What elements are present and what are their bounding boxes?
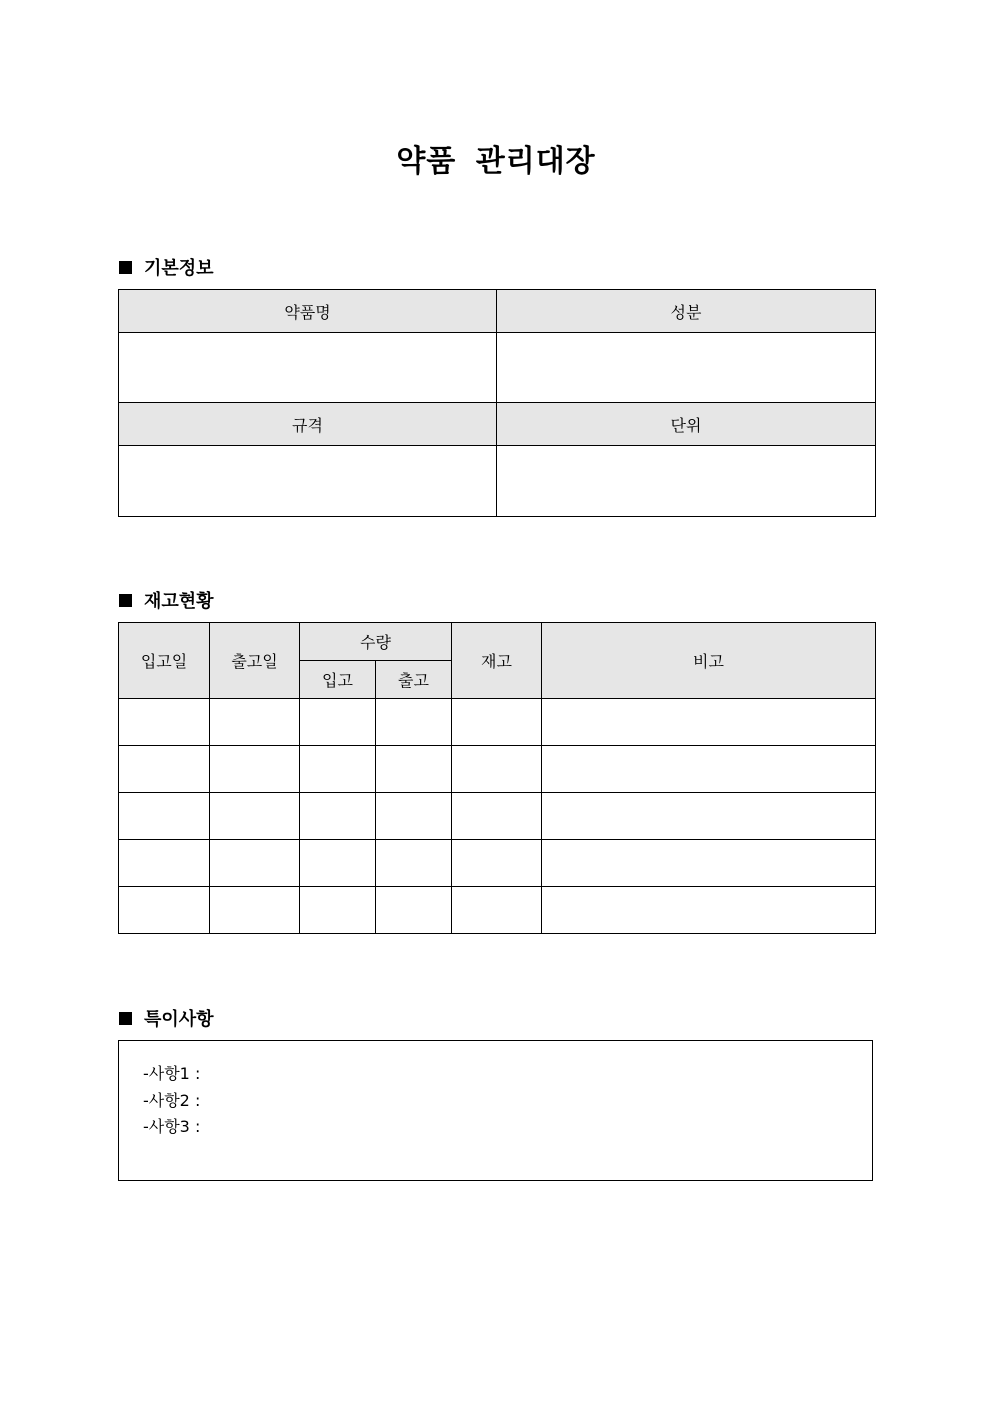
qty-in-cell[interactable] bbox=[300, 887, 376, 934]
unit-field[interactable] bbox=[497, 446, 876, 517]
section-heading-label: 재고현황 bbox=[144, 591, 214, 612]
header-stock: 재고 bbox=[452, 623, 542, 699]
note-item-3: -사항3 : bbox=[143, 1117, 201, 1136]
stock-cell[interactable] bbox=[452, 793, 542, 840]
stock-cell[interactable] bbox=[452, 746, 542, 793]
in-date-cell[interactable] bbox=[119, 699, 210, 746]
stock-cell[interactable] bbox=[452, 699, 542, 746]
header-out-date: 출고일 bbox=[210, 623, 300, 699]
out-date-cell[interactable] bbox=[210, 746, 300, 793]
notes-box[interactable] bbox=[118, 1040, 873, 1181]
stock-cell[interactable] bbox=[452, 840, 542, 887]
out-date-cell[interactable] bbox=[210, 699, 300, 746]
table-row bbox=[119, 793, 876, 840]
section-heading-inventory bbox=[119, 587, 214, 613]
qty-out-cell[interactable] bbox=[376, 887, 452, 934]
ingredient-field[interactable] bbox=[497, 333, 876, 403]
header-qty-in: 입고 bbox=[300, 661, 376, 699]
in-date-cell[interactable] bbox=[119, 746, 210, 793]
spec-field[interactable] bbox=[119, 446, 497, 517]
stock-cell[interactable] bbox=[452, 887, 542, 934]
in-date-cell[interactable] bbox=[119, 887, 210, 934]
remarks-cell[interactable] bbox=[542, 699, 876, 746]
header-quantity: 수량 bbox=[300, 623, 452, 661]
qty-in-cell[interactable] bbox=[300, 746, 376, 793]
note-item-2: -사항2 : bbox=[143, 1090, 201, 1110]
qty-in-cell[interactable] bbox=[300, 793, 376, 840]
table-row bbox=[119, 840, 876, 887]
out-date-cell[interactable] bbox=[210, 793, 300, 840]
header-ingredient: 성분 bbox=[497, 290, 876, 333]
in-date-cell[interactable] bbox=[119, 793, 210, 840]
square-bullet-icon bbox=[119, 1012, 132, 1025]
header-in-date: 입고일 bbox=[119, 623, 210, 699]
qty-out-cell[interactable] bbox=[376, 793, 452, 840]
note-item-1: -사항1 : bbox=[143, 1064, 201, 1083]
table-row bbox=[119, 746, 876, 793]
qty-in-cell[interactable] bbox=[300, 840, 376, 887]
in-date-cell[interactable] bbox=[119, 840, 210, 887]
inventory-table bbox=[118, 622, 876, 934]
square-bullet-icon bbox=[119, 594, 132, 607]
section-heading-basic-info bbox=[119, 254, 214, 280]
qty-out-cell[interactable] bbox=[376, 840, 452, 887]
section-heading-label: 기본정보 bbox=[144, 258, 214, 279]
section-heading-notes bbox=[119, 1005, 214, 1031]
page-title: 약품 관리대장 bbox=[396, 144, 596, 179]
header-spec: 규격 bbox=[119, 403, 497, 446]
header-drug-name: 약품명 bbox=[119, 290, 497, 333]
section-heading-label: 특이사항 bbox=[144, 1009, 214, 1030]
header-qty-out: 출고 bbox=[376, 661, 452, 699]
square-bullet-icon bbox=[119, 261, 132, 274]
remarks-cell[interactable] bbox=[542, 887, 876, 934]
remarks-cell[interactable] bbox=[542, 793, 876, 840]
header-remarks: 비고 bbox=[542, 623, 876, 699]
header-unit: 단위 bbox=[497, 403, 876, 446]
qty-out-cell[interactable] bbox=[376, 699, 452, 746]
qty-in-cell[interactable] bbox=[300, 699, 376, 746]
remarks-cell[interactable] bbox=[542, 746, 876, 793]
table-row bbox=[119, 699, 876, 746]
qty-out-cell[interactable] bbox=[376, 746, 452, 793]
basic-info-table bbox=[118, 289, 876, 517]
out-date-cell[interactable] bbox=[210, 887, 300, 934]
drug-name-field[interactable] bbox=[119, 333, 497, 403]
out-date-cell[interactable] bbox=[210, 840, 300, 887]
remarks-cell[interactable] bbox=[542, 840, 876, 887]
table-row bbox=[119, 887, 876, 934]
